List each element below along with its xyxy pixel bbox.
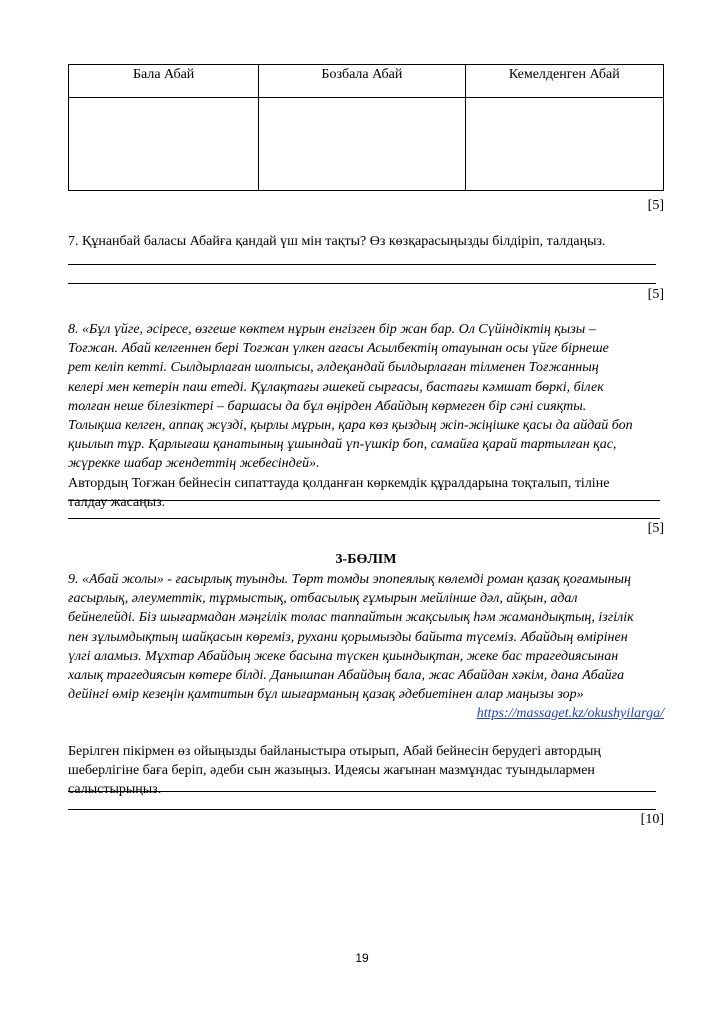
quote-line: бейнелейді. Біз шығармадан мәңгілік толас таппайтын жақсылық һәм жамандықтың, ізгілік xyxy=(68,610,634,626)
quote-line: келері мен кетерін паш етеді. Құлақтағы әшекей сырғасы, бастағы кәмшат бөркі, білек xyxy=(68,379,604,395)
quote-line: халық трагедиясын көтере білді. Данышпан Абайдың бала, жас Абайдан хәкім, дана Абайға xyxy=(68,668,625,684)
score-mark-q6: [5] xyxy=(647,198,664,213)
score-mark-q7: [5] xyxy=(647,287,664,302)
task-line: шеберлігіне баға беріп, әдеби сын жазыңыз. Идеясы жағынан мазмұндас туындылармен xyxy=(68,763,595,779)
question-7-text: 7. Құнанбай баласы Абайға қандай үш мін тақты? Өз көзқарасыңызды білдіріп, талдаңыз. xyxy=(68,234,606,249)
quote-line: пен зұлымдықтың шайқасын көреміз, рухани қорымызды байыта түсеміз. Абайдың өмірінен xyxy=(68,629,628,645)
source-link-row xyxy=(68,704,664,723)
score-mark-q9: [10] xyxy=(640,812,664,827)
question-8-task xyxy=(68,474,668,512)
answer-cell-youth-abai[interactable] xyxy=(259,98,465,191)
answer-line[interactable] xyxy=(68,264,656,265)
quote-line: ғасырлық, әлеуметтік, тұрмыстық, отбасылық ғұмырын мейлінше дәл, айқын, адал xyxy=(68,591,578,607)
header-cell-mature-abai: Кемелденген Абай xyxy=(465,65,663,98)
quote-line: үлгі аламыз. Мұхтар Абайдың жеке басына түскен қиындықтан, жеке бас трагедиясынан xyxy=(68,648,619,664)
quote-line: 8. «Бұл үйге, әсіресе, өзгеше көктем нұрын енгізген бір жан бар. Ол Сүйіндіктің қызы – xyxy=(68,322,596,337)
score-mark-q8: [5] xyxy=(647,521,664,536)
answer-line[interactable] xyxy=(68,283,656,284)
quote-line: рет келіп кетті. Сылдырлаған шолпысы, әлдеқандай былдырлаған тілменен Тоғжанның xyxy=(68,360,599,376)
header-cell-child-abai: Бала Абай xyxy=(69,65,259,98)
quote-line: қиылып тұр. Қарлығаш қанатының ұшындай үп-үшкір боп, самайға қарай тартылған қас, xyxy=(68,437,617,453)
quote-line: Тоғжан. Абай келгеннен бері Тоғжан үлкен ағасы Асылбектің отауынан осы үйге бірнеше xyxy=(68,341,609,357)
answer-cell-mature-abai[interactable] xyxy=(465,98,663,191)
task-line: талдау жасаңыз. xyxy=(68,495,166,511)
task-line: Автордың Тоғжан бейнесін сипаттауда қолданған көркемдік құралдарына тоқталып, тіліне xyxy=(68,476,610,491)
task-line: Берілген пікірмен өз ойыңызды байланыстыра отырып, Абай бейнесін берудегі автордың xyxy=(68,744,601,759)
answer-line[interactable] xyxy=(68,809,656,810)
quote-line: жүрекке шабар жендеттің жебесіндей». xyxy=(68,456,320,472)
header-cell-youth-abai: Бозбала Абай xyxy=(259,65,465,98)
answer-cell-child-abai[interactable] xyxy=(69,98,259,191)
quote-line: дейінгі өмір кезеңін қамтитын бұл шығарманың қазақ әдебиетінен алар маңызы зор» xyxy=(68,687,584,703)
table-header-row xyxy=(69,65,664,98)
answer-line[interactable] xyxy=(68,500,660,501)
answer-line[interactable] xyxy=(68,791,656,792)
answer-line[interactable] xyxy=(68,518,660,519)
quote-line: 9. «Абай жолы» - ғасырлық туынды. Төрт томды эпопеялық көлемді роман қазақ қоғамының xyxy=(68,572,631,587)
section-3-title: 3-БӨЛІМ xyxy=(335,552,397,567)
quote-line: толған неше білезіктері – баршасы да бұл өңірден Абайдың көрмеген бір сәні сияқты. xyxy=(68,398,587,414)
page-number: 19 xyxy=(355,951,369,965)
abai-stages-table xyxy=(68,64,664,191)
table-answer-row xyxy=(69,98,664,191)
task-line: салыстырыңыз. xyxy=(68,782,162,798)
question-8-quote xyxy=(68,320,668,474)
question-9-quote xyxy=(68,570,668,704)
source-link[interactable]: https://massaget.kz/okushyilarga/ xyxy=(476,706,664,721)
quote-line: Толықша келген, аппақ жүзді, қырлы мұрын, қара көз қыздың жіп-жіңішке қасы да айдай боп xyxy=(68,418,633,434)
